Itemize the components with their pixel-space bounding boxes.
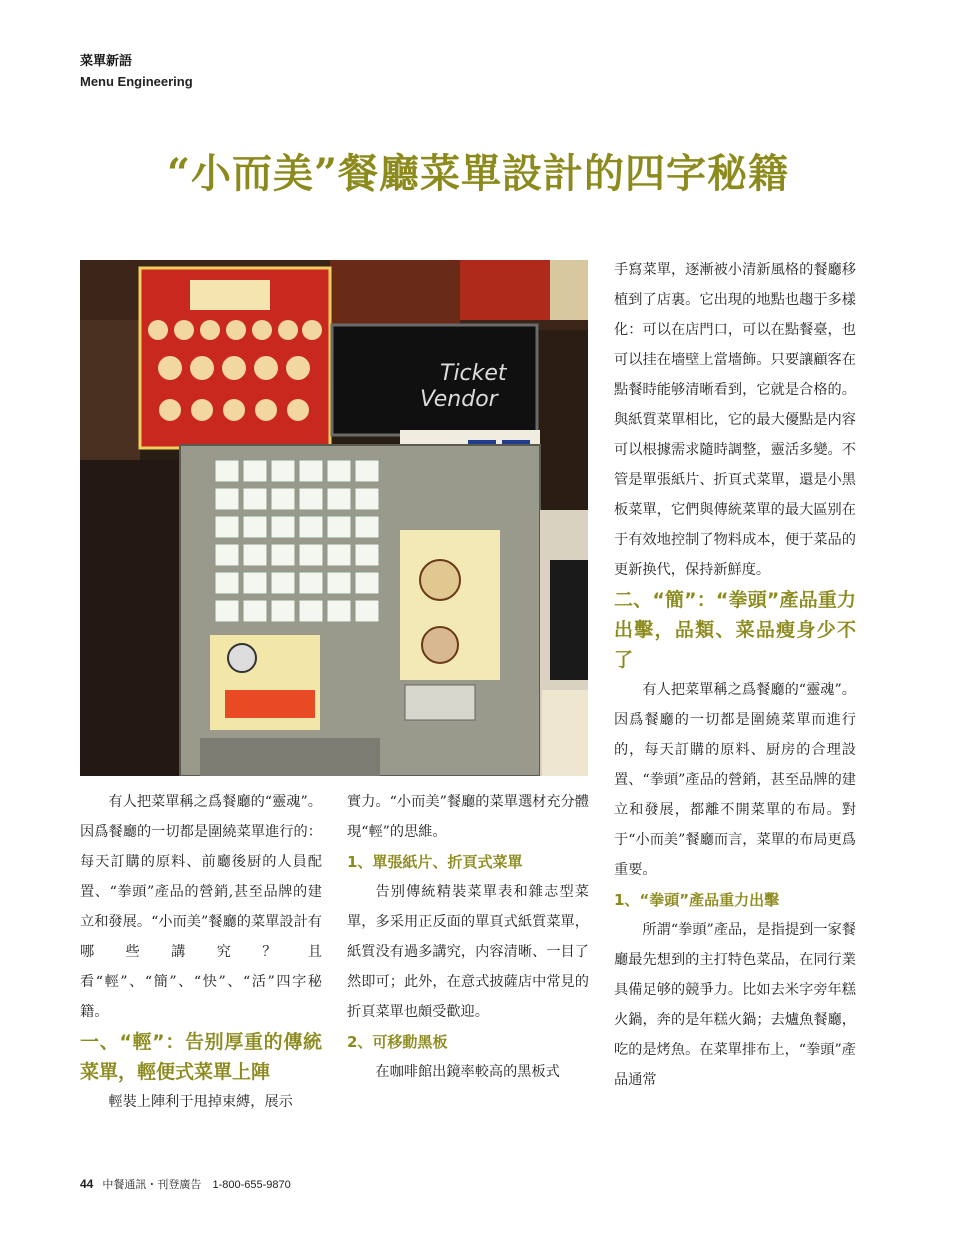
section-heading-qing: 一、“輕”：告别厚重的傳統菜單，輕便式菜單上陣 [80, 1031, 322, 1083]
paragraph: 在咖啡館出鏡率較高的黑板式 [375, 1064, 560, 1080]
paragraph: 告别傳統精裝菜單表和雜志型菜單，多采用正反面的單頁式紙質菜單，紙質没有過多講究，内容清晰、一目了然即可；此外，在意式披薩店中常見的折頁菜單也頗受歡迎。 [347, 884, 589, 1020]
paragraph: 實力。“小而美”餐廳的菜單選材充分體現“輕”的思維。 [347, 794, 589, 840]
column-1 [80, 787, 322, 1117]
page-number: 44 [80, 1177, 94, 1191]
phone-number: 1-800-655-9870 [212, 1179, 291, 1191]
column-2 [347, 787, 589, 1087]
paragraph: 輕裝上陣利于甩掉束縛，展示 [108, 1094, 293, 1110]
section-label-cn: 菜單新語 [80, 54, 133, 69]
section-heading-jian: 二、“簡”：“拳頭”產品重力出擊，品類、菜品瘦身少不了 [614, 589, 856, 671]
subheading-signature-product: 1、“拳頭”產品重力出擊 [614, 891, 780, 909]
subheading-single-sheet: 1、單張紙片、折頁式菜單 [347, 853, 523, 871]
section-label-en: Menu Engineering [80, 74, 193, 89]
ticket-vending-machine-photo [80, 260, 588, 776]
page-footer [80, 1176, 291, 1192]
publication-name: 中餐通訊・刊登廣告 [102, 1178, 202, 1191]
subheading-blackboard: 2、可移動黑板 [347, 1033, 448, 1051]
column-3 [614, 255, 856, 1095]
ticket-text-2: Vendor [420, 387, 498, 412]
paragraph: 有人把菜單稱之爲餐廳的“靈魂”。因爲餐廳的一切都是圍繞菜單而進行的，每天訂購的原料、厨房的合理設置、“拳頭”產品的營銷，甚至品牌的建立和發展，都離不開菜單的布局。對于“小而美”餐廳而言，菜單的布局更爲重要。 [614, 682, 856, 878]
article-title: “小而美”餐廳菜單設計的四字秘籍 [166, 150, 789, 197]
paragraph: 手寫菜單，逐漸被小清新風格的餐廳移植到了店裏。它出現的地點也趨于多樣化：可以在店門口，可以在點餐臺，也可以挂在墻壁上當墻飾。只要讓顧客在點餐時能够清晰看到，它就是合格的。與紙質菜單相比，它的最大優點是内容可以根據需求隨時調整，靈活多變。不管是單張紙片、折頁式菜單，還是小黑板菜單，它們與傳統菜單的最大區别在于有效地控制了物料成本，便于菜品的更新换代，保持新鮮度。 [614, 262, 856, 578]
ticket-text-1: Ticket [440, 361, 507, 386]
paragraph: 所謂“拳頭”產品，是指提到一家餐廳最先想到的主打特色菜品，在同行業具備足够的競爭力。比如去米字旁年糕火鍋，奔的是年糕火鍋；去爐魚餐廳，吃的是烤魚。在菜單排布上，“拳頭”產品通常 [614, 922, 856, 1088]
paragraph: 有人把菜單稱之爲餐廳的“靈魂”。因爲餐廳的一切都是圍繞菜單進行的：每天訂購的原料、前廳後厨的人員配置、“拳頭”產品的營銷,甚至品牌的建立和發展。“小而美”餐廳的菜單設計有哪些講究？且看“輕”、“簡”、“快”、“活”四字秘籍。 [80, 794, 322, 1020]
